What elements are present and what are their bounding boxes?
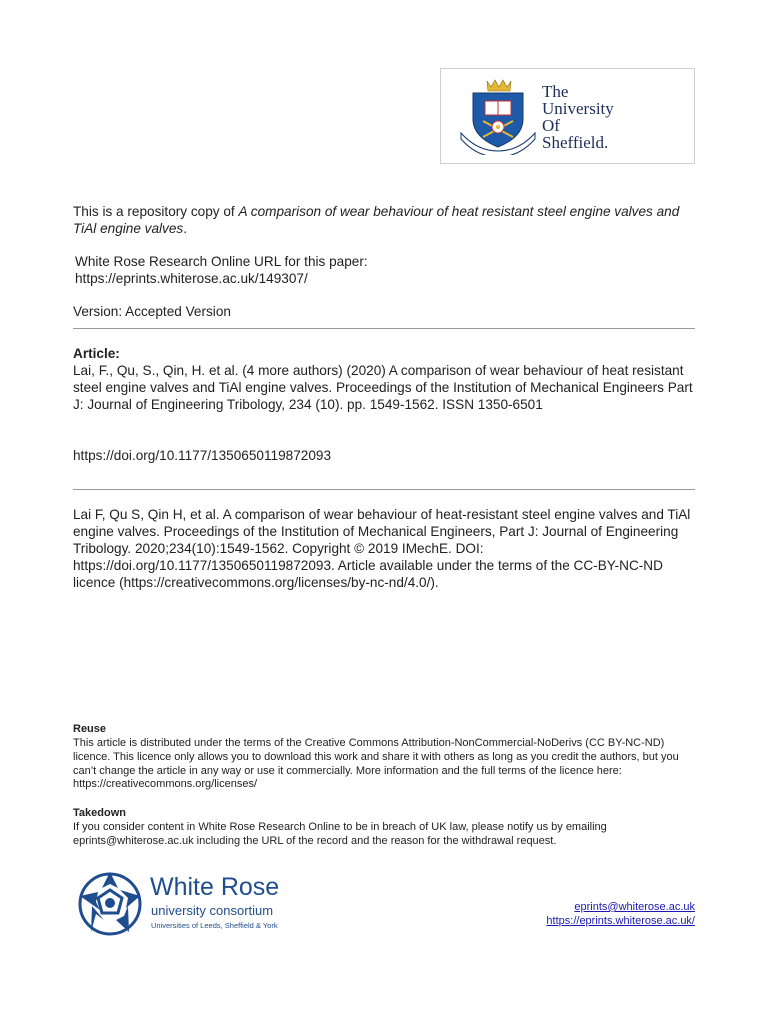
divider — [73, 489, 695, 490]
takedown-text: If you consider content in White Rose Research Online to be in breach of UK law, please notify us by emailing eprints@whiterose.ac.uk including the URL of the record and the reason for the withdrawal request. — [73, 821, 607, 847]
doi-link[interactable]: https://doi.org/10.1177/1350650119872093 — [73, 448, 332, 463]
shield-crest-icon — [455, 77, 541, 155]
white-rose-emblem-icon — [74, 868, 146, 940]
article-heading: Article: — [73, 346, 120, 361]
divider — [73, 328, 695, 329]
university-logo — [440, 68, 695, 164]
paper-title: A comparison of wear behaviour of heat resistant steel engine valves and TiAl engine valves — [73, 204, 680, 236]
contact-links — [546, 900, 695, 928]
email-link[interactable]: eprints@whiterose.ac.uk — [574, 901, 695, 913]
reuse-heading: Reuse — [73, 723, 107, 735]
repository-intro: This is a repository copy of A comparison of wear behaviour of heat resistant steel engine valves and TiAl engine valves. — [73, 204, 680, 236]
white-rose-logo — [74, 868, 299, 940]
takedown-heading: Takedown — [73, 807, 126, 819]
publisher-statement: Lai F, Qu S, Qin H, et al. A comparison of wear behaviour of heat-resistant steel engine valves and TiAl engine valves. Proceedings of the Institution of Mechanical Engineers, Part J: Journal of Engineering Tribology. 2020;234(10):1549-1562. Copyright © 2019 IMechE. DOI: https://doi.org/10.1177/1350650119872093. Article available under the terms of the CC-BY-NC-ND licence (https://creativecommons.org/licenses/by-nc-nd/4.0/). — [73, 507, 691, 590]
white-rose-subtitle: university consortium — [151, 903, 274, 918]
article-citation: Lai, F., Qu, S., Qin, H. et al. (4 more authors) (2020) A comparison of wear behaviour of heat resistant steel engine valves and TiAl engine valves. Proceedings of the Institution of Mechanical Engineers Part J: Journal of Engineering Tribology, 234 (10). pp. 1549-1562. ISSN 1350-6501 — [73, 363, 693, 412]
eprints-link[interactable]: https://eprints.whiterose.ac.uk/ — [546, 915, 695, 927]
url-label: White Rose Research Online URL for this paper: — [75, 254, 368, 269]
university-name: The University Of Sheffield. — [542, 82, 614, 152]
repository-url[interactable]: https://eprints.whiterose.ac.uk/149307/ — [75, 271, 308, 286]
white-rose-title: White Rose — [150, 873, 280, 901]
version-text: Version: Accepted Version — [73, 304, 231, 319]
white-rose-universities: Universities of Leeds, Sheffield & York — [151, 921, 278, 930]
repository-url-block — [75, 253, 695, 287]
reuse-text: This article is distributed under the terms of the Creative Commons Attribution-NonCommercial-NoDerivs (CC BY-NC-ND) licence. This licence only allows you to download this work and share it with others as long as you credit the authors, but you can’t change the article in any way or use it commercially. More information and the full terms of the licence here: https://creativecommons.org/licenses/ — [73, 737, 679, 791]
